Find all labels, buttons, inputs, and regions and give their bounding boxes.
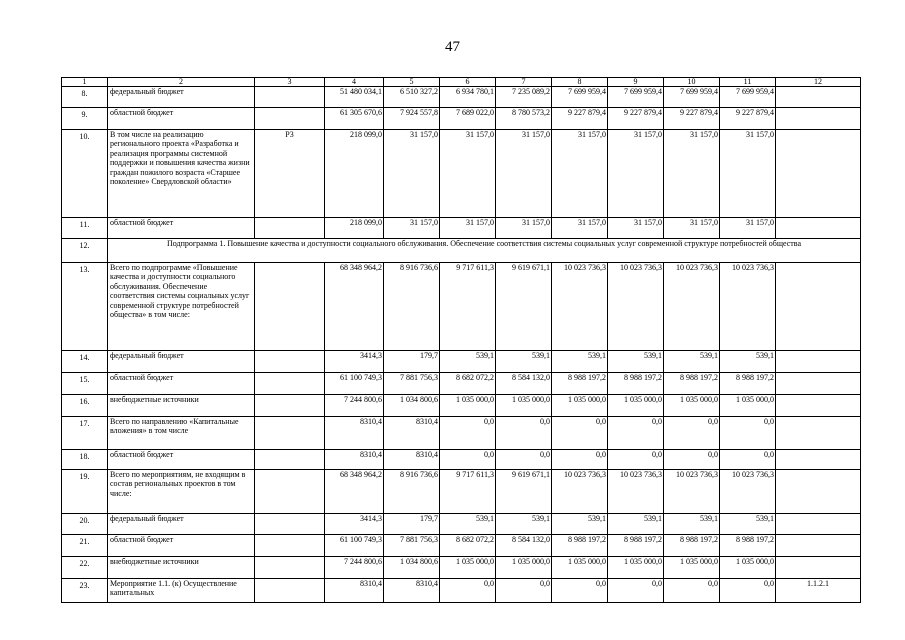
row-code bbox=[255, 535, 325, 557]
header-cell: 6 bbox=[440, 78, 496, 87]
amount-cell: 0,0 bbox=[552, 417, 608, 450]
amount-cell: 0,0 bbox=[552, 450, 608, 470]
amount-cell: 218 099,0 bbox=[325, 218, 384, 239]
row-name: областной бюджет bbox=[108, 218, 255, 239]
amount-cell: 8310,4 bbox=[384, 417, 440, 450]
table-row bbox=[62, 579, 861, 603]
amount-cell: 0,0 bbox=[720, 450, 776, 470]
table-row bbox=[62, 557, 861, 579]
amount-cell: 31 157,0 bbox=[440, 218, 496, 239]
amount-cell: 9 227 879,4 bbox=[664, 108, 720, 130]
subprogram-title: Подпрограмма 1. Повышение качества и доступности социального обслуживания. Обеспечение соответствия системы социальных услуг современной структуре потребностей общества bbox=[108, 239, 861, 263]
amount-cell: 8 916 736,6 bbox=[384, 263, 440, 351]
amount-cell: 9 619 671,1 bbox=[496, 470, 552, 514]
row-number: 19. bbox=[62, 470, 108, 514]
row-name: федеральный бюджет bbox=[108, 87, 255, 108]
table-row bbox=[62, 450, 861, 470]
amount-cell: 539,1 bbox=[496, 514, 552, 535]
amount-cell: 1 035 000,0 bbox=[496, 557, 552, 579]
row-name: В том числе на реализацию регионального проекта «Разработка и реализация программы системной поддержки и повышения качества жизни граждан пожилого возраста «Старшее поколение» Свердловской области» bbox=[108, 130, 255, 218]
row-number: 10. bbox=[62, 130, 108, 218]
row-number: 17. bbox=[62, 417, 108, 450]
amount-cell: 539,1 bbox=[608, 514, 664, 535]
amount-cell: 539,1 bbox=[720, 351, 776, 373]
amount-cell: 61 100 749,3 bbox=[325, 373, 384, 395]
row-code bbox=[255, 263, 325, 351]
row-code bbox=[255, 579, 325, 603]
amount-cell: 1 035 000,0 bbox=[608, 557, 664, 579]
header-cell: 10 bbox=[664, 78, 720, 87]
amount-cell: 1 035 000,0 bbox=[720, 557, 776, 579]
row-number: 15. bbox=[62, 373, 108, 395]
amount-cell: 1 035 000,0 bbox=[664, 557, 720, 579]
amount-cell: 0,0 bbox=[664, 417, 720, 450]
row-reference bbox=[776, 263, 861, 351]
amount-cell: 0,0 bbox=[664, 579, 720, 603]
amount-cell: 31 157,0 bbox=[664, 218, 720, 239]
table-row bbox=[62, 130, 861, 218]
row-code bbox=[255, 108, 325, 130]
amount-cell: 8 988 197,2 bbox=[664, 373, 720, 395]
amount-cell: 0,0 bbox=[720, 579, 776, 603]
amount-cell: 179,7 bbox=[384, 351, 440, 373]
row-code bbox=[255, 417, 325, 450]
amount-cell: 0,0 bbox=[440, 579, 496, 603]
row-number: 14. bbox=[62, 351, 108, 373]
row-code bbox=[255, 218, 325, 239]
row-reference bbox=[776, 514, 861, 535]
amount-cell: 539,1 bbox=[664, 514, 720, 535]
header-cell: 8 bbox=[552, 78, 608, 87]
row-code bbox=[255, 557, 325, 579]
amount-cell: 1 035 000,0 bbox=[552, 395, 608, 417]
row-number: 11. bbox=[62, 218, 108, 239]
amount-cell: 7 689 022,0 bbox=[440, 108, 496, 130]
amount-cell: 9 227 879,4 bbox=[720, 108, 776, 130]
row-reference bbox=[776, 470, 861, 514]
amount-cell: 31 157,0 bbox=[552, 218, 608, 239]
header-row bbox=[62, 78, 861, 87]
header-cell: 11 bbox=[720, 78, 776, 87]
amount-cell: 218 099,0 bbox=[325, 130, 384, 218]
amount-cell: 8 916 736,6 bbox=[384, 470, 440, 514]
table-row bbox=[62, 395, 861, 417]
amount-cell: 9 717 611,3 bbox=[440, 263, 496, 351]
amount-cell: 31 157,0 bbox=[552, 130, 608, 218]
row-number: 21. bbox=[62, 535, 108, 557]
row-code bbox=[255, 450, 325, 470]
row-number: 13. bbox=[62, 263, 108, 351]
row-number: 8. bbox=[62, 87, 108, 108]
amount-cell: 539,1 bbox=[440, 351, 496, 373]
row-reference bbox=[776, 395, 861, 417]
row-number: 23. bbox=[62, 579, 108, 603]
table-row bbox=[62, 351, 861, 373]
amount-cell: 10 023 736,3 bbox=[552, 470, 608, 514]
amount-cell: 539,1 bbox=[664, 351, 720, 373]
amount-cell: 7 699 959,4 bbox=[552, 87, 608, 108]
amount-cell: 10 023 736,3 bbox=[608, 263, 664, 351]
amount-cell: 8 988 197,2 bbox=[608, 373, 664, 395]
row-name: внебюджетные источники bbox=[108, 395, 255, 417]
amount-cell: 7 699 959,4 bbox=[664, 87, 720, 108]
amount-cell: 61 100 749,3 bbox=[325, 535, 384, 557]
row-name: областной бюджет bbox=[108, 108, 255, 130]
amount-cell: 8310,4 bbox=[325, 417, 384, 450]
amount-cell: 0,0 bbox=[496, 579, 552, 603]
header-cell: 12 bbox=[776, 78, 861, 87]
amount-cell: 7 244 800,6 bbox=[325, 395, 384, 417]
amount-cell: 31 157,0 bbox=[720, 218, 776, 239]
table-row bbox=[62, 535, 861, 557]
amount-cell: 68 348 964,2 bbox=[325, 263, 384, 351]
amount-cell: 1 034 800,6 bbox=[384, 395, 440, 417]
row-name: федеральный бюджет bbox=[108, 351, 255, 373]
header-cell: 4 bbox=[325, 78, 384, 87]
amount-cell: 6 510 327,2 bbox=[384, 87, 440, 108]
amount-cell: 1 035 000,0 bbox=[608, 395, 664, 417]
table-row bbox=[62, 108, 861, 130]
amount-cell: 10 023 736,3 bbox=[720, 470, 776, 514]
amount-cell: 0,0 bbox=[608, 450, 664, 470]
row-code: Р3 bbox=[255, 130, 325, 218]
row-reference bbox=[776, 130, 861, 218]
row-reference bbox=[776, 557, 861, 579]
amount-cell: 539,1 bbox=[720, 514, 776, 535]
amount-cell: 7 244 800,6 bbox=[325, 557, 384, 579]
row-reference bbox=[776, 218, 861, 239]
row-reference bbox=[776, 417, 861, 450]
amount-cell: 8 780 573,2 bbox=[496, 108, 552, 130]
amount-cell: 8 988 197,2 bbox=[552, 373, 608, 395]
amount-cell: 7 881 756,3 bbox=[384, 373, 440, 395]
header-cell: 3 bbox=[255, 78, 325, 87]
row-name: областной бюджет bbox=[108, 535, 255, 557]
amount-cell: 1 035 000,0 bbox=[552, 557, 608, 579]
row-name: Мероприятие 1.1. (к) Осуществление капитальных bbox=[108, 579, 255, 603]
table-row bbox=[62, 417, 861, 450]
amount-cell: 3414,3 bbox=[325, 351, 384, 373]
amount-cell: 8 682 072,2 bbox=[440, 373, 496, 395]
amount-cell: 7 699 959,4 bbox=[720, 87, 776, 108]
amount-cell: 7 881 756,3 bbox=[384, 535, 440, 557]
row-reference bbox=[776, 108, 861, 130]
amount-cell: 539,1 bbox=[496, 351, 552, 373]
amount-cell: 9 227 879,4 bbox=[552, 108, 608, 130]
amount-cell: 7 924 557,8 bbox=[384, 108, 440, 130]
amount-cell: 1 035 000,0 bbox=[496, 395, 552, 417]
table-row bbox=[62, 218, 861, 239]
amount-cell: 179,7 bbox=[384, 514, 440, 535]
amount-cell: 31 157,0 bbox=[664, 130, 720, 218]
amount-cell: 8310,4 bbox=[325, 579, 384, 603]
amount-cell: 10 023 736,3 bbox=[552, 263, 608, 351]
amount-cell: 31 157,0 bbox=[608, 218, 664, 239]
row-code bbox=[255, 351, 325, 373]
amount-cell: 1 035 000,0 bbox=[440, 395, 496, 417]
table-row bbox=[62, 514, 861, 535]
budget-table bbox=[61, 77, 861, 603]
row-number: 9. bbox=[62, 108, 108, 130]
amount-cell: 1 035 000,0 bbox=[664, 395, 720, 417]
amount-cell: 539,1 bbox=[552, 351, 608, 373]
amount-cell: 31 157,0 bbox=[384, 218, 440, 239]
amount-cell: 31 157,0 bbox=[496, 130, 552, 218]
amount-cell: 8 988 197,2 bbox=[664, 535, 720, 557]
amount-cell: 539,1 bbox=[608, 351, 664, 373]
row-name: федеральный бюджет bbox=[108, 514, 255, 535]
amount-cell: 8 584 132,0 bbox=[496, 373, 552, 395]
amount-cell: 31 157,0 bbox=[440, 130, 496, 218]
amount-cell: 1 035 000,0 bbox=[720, 395, 776, 417]
row-code bbox=[255, 514, 325, 535]
amount-cell: 3414,3 bbox=[325, 514, 384, 535]
amount-cell: 0,0 bbox=[720, 417, 776, 450]
row-number: 16. bbox=[62, 395, 108, 417]
amount-cell: 7 235 089,2 bbox=[496, 87, 552, 108]
amount-cell: 8 988 197,2 bbox=[720, 373, 776, 395]
amount-cell: 10 023 736,3 bbox=[664, 263, 720, 351]
row-name: внебюджетные источники bbox=[108, 557, 255, 579]
row-reference: 1.1.2.1 bbox=[776, 579, 861, 603]
row-reference bbox=[776, 351, 861, 373]
amount-cell: 1 035 000,0 bbox=[440, 557, 496, 579]
page-number: 47 bbox=[445, 39, 460, 55]
amount-cell: 8 988 197,2 bbox=[720, 535, 776, 557]
amount-cell: 8 988 197,2 bbox=[552, 535, 608, 557]
amount-cell: 8310,4 bbox=[325, 450, 384, 470]
amount-cell: 0,0 bbox=[608, 579, 664, 603]
amount-cell: 9 619 671,1 bbox=[496, 263, 552, 351]
header-cell: 5 bbox=[384, 78, 440, 87]
row-reference bbox=[776, 535, 861, 557]
row-reference bbox=[776, 450, 861, 470]
row-code bbox=[255, 373, 325, 395]
amount-cell: 51 480 034,1 bbox=[325, 87, 384, 108]
row-name: областной бюджет bbox=[108, 450, 255, 470]
amount-cell: 10 023 736,3 bbox=[720, 263, 776, 351]
amount-cell: 8 584 132,0 bbox=[496, 535, 552, 557]
amount-cell: 0,0 bbox=[440, 450, 496, 470]
row-name: Всего по направлению «Капитальные вложения» в том числе bbox=[108, 417, 255, 450]
amount-cell: 31 157,0 bbox=[720, 130, 776, 218]
amount-cell: 8 682 072,2 bbox=[440, 535, 496, 557]
table-row bbox=[62, 470, 861, 514]
table-row bbox=[62, 263, 861, 351]
row-reference bbox=[776, 87, 861, 108]
amount-cell: 539,1 bbox=[552, 514, 608, 535]
amount-cell: 1 034 800,6 bbox=[384, 557, 440, 579]
header-cell: 9 bbox=[608, 78, 664, 87]
amount-cell: 0,0 bbox=[608, 417, 664, 450]
row-name: Всего по мероприятиям, не входящим в состав региональных проектов в том числе: bbox=[108, 470, 255, 514]
amount-cell: 31 157,0 bbox=[496, 218, 552, 239]
row-number: 12. bbox=[62, 239, 108, 263]
table-row bbox=[62, 373, 861, 395]
amount-cell: 8310,4 bbox=[384, 579, 440, 603]
amount-cell: 0,0 bbox=[552, 579, 608, 603]
amount-cell: 10 023 736,3 bbox=[608, 470, 664, 514]
amount-cell: 6 934 780,1 bbox=[440, 87, 496, 108]
amount-cell: 31 157,0 bbox=[384, 130, 440, 218]
amount-cell: 0,0 bbox=[664, 450, 720, 470]
row-reference bbox=[776, 373, 861, 395]
row-name: областной бюджет bbox=[108, 373, 255, 395]
header-cell: 2 bbox=[108, 78, 255, 87]
header-cell: 1 bbox=[62, 78, 108, 87]
subprogram-row bbox=[62, 239, 861, 263]
row-number: 18. bbox=[62, 450, 108, 470]
amount-cell: 0,0 bbox=[496, 417, 552, 450]
amount-cell: 0,0 bbox=[496, 450, 552, 470]
amount-cell: 68 348 964,2 bbox=[325, 470, 384, 514]
table-row bbox=[62, 87, 861, 108]
header-cell: 7 bbox=[496, 78, 552, 87]
row-name: Всего по подпрограмме «Повышение качества и доступности социального обслуживания. Обеспечение соответствия системы социальных услуг современной структуре потребностей общества» в том числе: bbox=[108, 263, 255, 351]
amount-cell: 31 157,0 bbox=[608, 130, 664, 218]
amount-cell: 8310,4 bbox=[384, 450, 440, 470]
amount-cell: 8 988 197,2 bbox=[608, 535, 664, 557]
amount-cell: 9 227 879,4 bbox=[608, 108, 664, 130]
amount-cell: 0,0 bbox=[440, 417, 496, 450]
row-number: 20. bbox=[62, 514, 108, 535]
row-code bbox=[255, 87, 325, 108]
row-code bbox=[255, 395, 325, 417]
amount-cell: 61 305 670,6 bbox=[325, 108, 384, 130]
amount-cell: 539,1 bbox=[440, 514, 496, 535]
row-code bbox=[255, 470, 325, 514]
amount-cell: 10 023 736,3 bbox=[664, 470, 720, 514]
amount-cell: 7 699 959,4 bbox=[608, 87, 664, 108]
row-number: 22. bbox=[62, 557, 108, 579]
amount-cell: 9 717 611,3 bbox=[440, 470, 496, 514]
